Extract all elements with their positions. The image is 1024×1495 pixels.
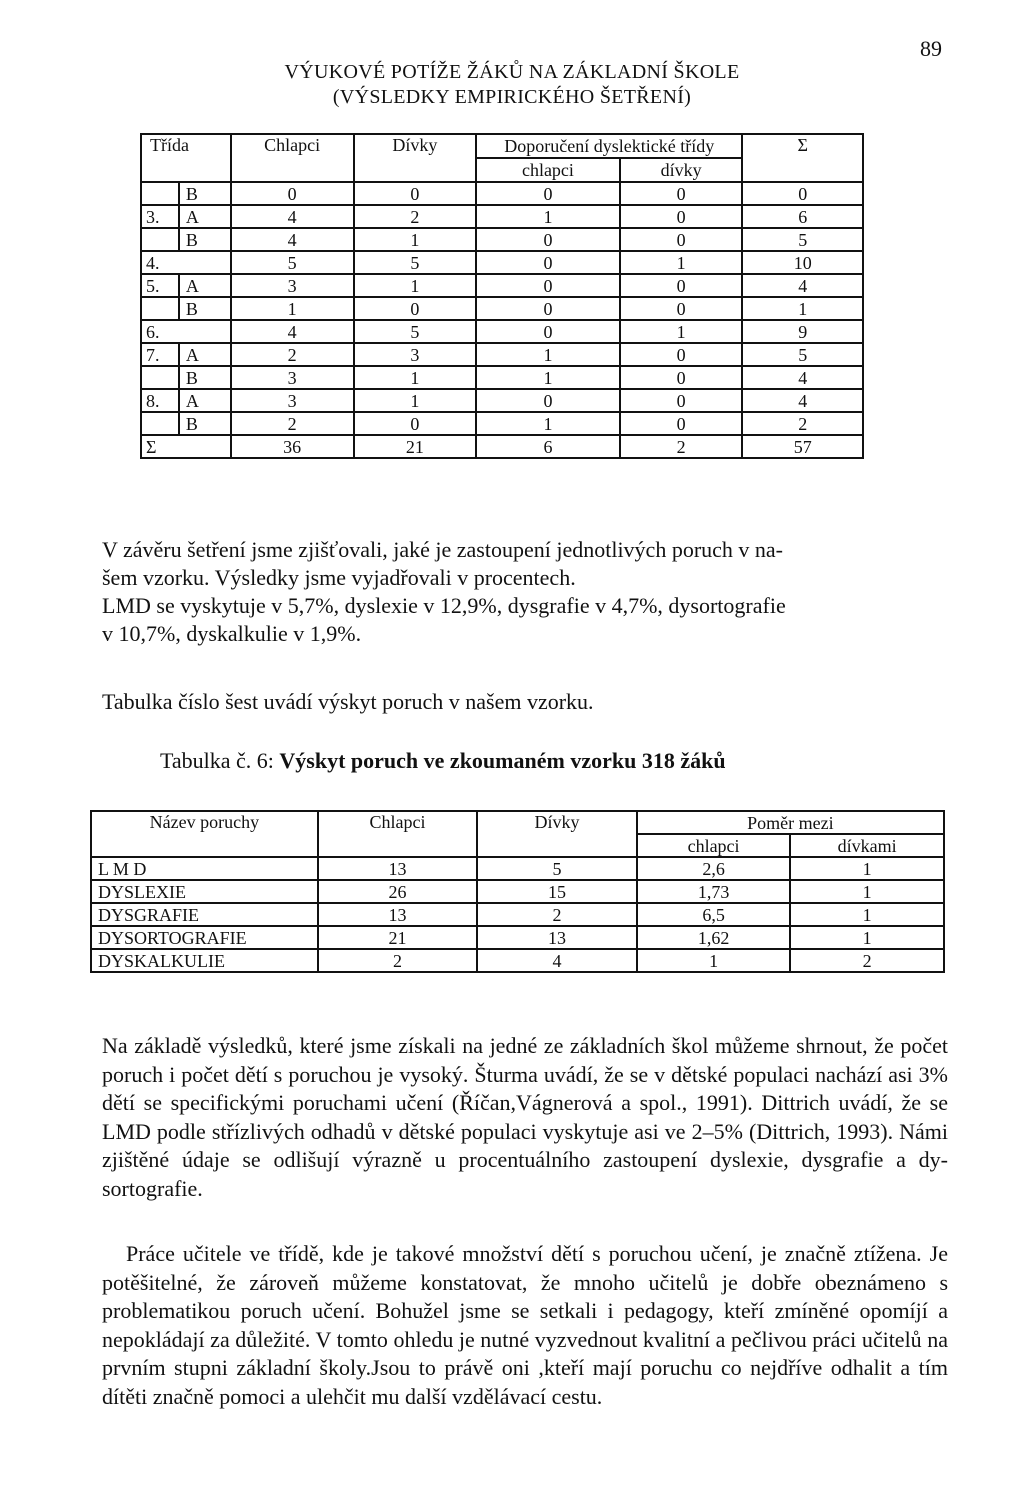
cell-divky: 1: [354, 228, 477, 251]
cell-dop-divky: 0: [620, 389, 743, 412]
cell-sum: 5: [742, 228, 863, 251]
cell-dop-chlapci: 1: [476, 366, 620, 389]
cell-dop-divky: 0: [620, 366, 743, 389]
running-header-line2: (VÝSLEDKY EMPIRICKÉHO ŠETŘENÍ): [332, 86, 692, 108]
cell-grade: 5.: [141, 274, 179, 297]
paragraph-intro: [102, 536, 948, 648]
cell-divky: 1: [354, 366, 477, 389]
cell-dop-chlapci: 0: [476, 228, 620, 251]
cell-chlapci: 4: [231, 205, 354, 228]
header-dop-divky: dívky: [620, 158, 743, 182]
header-pomer-chlapci: chlapci: [637, 834, 791, 857]
cell-dop-chlapci: 0: [476, 182, 620, 205]
table-row: [91, 903, 944, 926]
cell-sum: 2: [742, 412, 863, 435]
cell-dop-divky: 0: [620, 228, 743, 251]
cell-dop-chlapci: 1: [476, 343, 620, 366]
paragraph-intro-line: V závěru šetření jsme zjišťovali, jaké je zastoupení jednotlivých poruch v na-: [102, 537, 784, 562]
table-row: [141, 182, 863, 205]
cell-section: A: [179, 205, 231, 228]
header-chlapci: Chlapci: [231, 134, 354, 182]
cell-chlapci: 3: [231, 389, 354, 412]
header-pomer-divky: dívkami: [790, 834, 944, 857]
cell-chlapci: 4: [231, 320, 354, 343]
cell-dop-chlapci: 0: [476, 251, 620, 274]
cell-sum: 0: [742, 182, 863, 205]
header-divky: Dívky: [354, 134, 477, 182]
cell-chlapci: 13: [318, 903, 478, 926]
cell-section: A: [179, 274, 231, 297]
cell-grade: [141, 412, 179, 435]
header-doporuceni: Doporučení dyslektické třídy: [476, 134, 742, 158]
cell-chlapci: 4: [231, 228, 354, 251]
cell-sum: 10: [742, 251, 863, 274]
paragraph-intro-line: v 10,7%, dyskalkulie v 1,9%.: [102, 621, 362, 646]
cell-name: DYSORTOGRAFIE: [91, 926, 318, 949]
cell-pomer-divky: 2: [790, 949, 944, 972]
total-sum: 57: [742, 435, 863, 458]
cell-divky: 0: [354, 297, 477, 320]
cell-chlapci: 26: [318, 880, 478, 903]
cell-sum: 4: [742, 389, 863, 412]
table-row: [141, 274, 863, 297]
cell-pomer-chlapci: 2,6: [637, 857, 791, 880]
header-chlapci: Chlapci: [318, 811, 478, 857]
table-row: [141, 320, 863, 343]
cell-pomer-divky: 1: [790, 903, 944, 926]
paragraph-intro-line: LMD se vyskytuje v 5,7%, dyslexie v 12,9%, dysgrafie v 4,7%, dysortografie: [102, 593, 786, 618]
cell-sum: 6: [742, 205, 863, 228]
cell-dop-divky: 0: [620, 343, 743, 366]
cell-sum: 1: [742, 297, 863, 320]
total-chlapci: 36: [231, 435, 354, 458]
cell-chlapci: 2: [318, 949, 478, 972]
cell-grade: [141, 228, 179, 251]
header-sum: Σ: [742, 134, 863, 182]
cell-grade: 4.: [141, 251, 231, 274]
cell-section: B: [179, 366, 231, 389]
cell-dop-chlapci: 0: [476, 274, 620, 297]
cell-chlapci: 3: [231, 366, 354, 389]
cell-chlapci: 0: [231, 182, 354, 205]
cell-dop-chlapci: 0: [476, 320, 620, 343]
cell-chlapci: 13: [318, 857, 478, 880]
cell-chlapci: 3: [231, 274, 354, 297]
cell-grade: [141, 366, 179, 389]
paragraph-teachers-text: Práce učitele ve třídě, kde je takové množství dětí s poruchou učení, je značně ztížena. Je potěšitelné, že zároveň můžeme konstatovat, že mnoho učitelů je dobře obeznámeno s problematikou poruch učení. Bohužel jsme se setkali i pedagogy, kteří zmíněné opomíjí a nepokládají za důležité. V tomto ohledu je nutné vyzvednout kvalitní a pečlivou práci učitelů na prvním stupni základní školy.Jsou to právě oni ,kteří mají poruchu co nejdříve odhalit a tím dítěti značně pomoci a ulehčit mu další vzdělávací cestu.: [102, 1241, 948, 1409]
cell-divky: 13: [477, 926, 637, 949]
cell-name: L M D: [91, 857, 318, 880]
paragraph-conclusion: [102, 1032, 948, 1204]
cell-dop-chlapci: 1: [476, 205, 620, 228]
cell-divky: 1: [354, 274, 477, 297]
cell-pomer-divky: 1: [790, 857, 944, 880]
cell-pomer-divky: 1: [790, 926, 944, 949]
cell-pomer-divky: 1: [790, 880, 944, 903]
table-row: [141, 297, 863, 320]
header-divky: Dívky: [477, 811, 637, 857]
cell-name: DYSGRAFIE: [91, 903, 318, 926]
cell-dop-chlapci: 0: [476, 389, 620, 412]
paragraph-teachers: [102, 1240, 948, 1412]
cell-divky: 5: [354, 320, 477, 343]
cell-chlapci: 21: [318, 926, 478, 949]
table-row: [141, 343, 863, 366]
paragraph-table6-intro: Tabulka číslo šest uvádí výskyt poruch v našem vzorku.: [102, 689, 594, 714]
total-dop-chlapci: 6: [476, 435, 620, 458]
total-divky: 21: [354, 435, 477, 458]
cell-divky: 2: [477, 903, 637, 926]
cell-divky: 15: [477, 880, 637, 903]
cell-divky: 1: [354, 389, 477, 412]
header-dop-chlapci: chlapci: [476, 158, 620, 182]
cell-dop-divky: 1: [620, 251, 743, 274]
cell-divky: 0: [354, 182, 477, 205]
cell-dop-divky: 1: [620, 320, 743, 343]
paragraph-intro-line: šem vzorku. Výsledky jsme vyjadřovali v procentech.: [102, 565, 576, 590]
table-row: [91, 857, 944, 880]
cell-section: A: [179, 343, 231, 366]
cell-chlapci: 2: [231, 343, 354, 366]
cell-divky: 2: [354, 205, 477, 228]
cell-sum: 5: [742, 343, 863, 366]
cell-grade: 3.: [141, 205, 179, 228]
cell-pomer-chlapci: 6,5: [637, 903, 791, 926]
cell-dop-chlapci: 1: [476, 412, 620, 435]
cell-pomer-chlapci: 1,73: [637, 880, 791, 903]
cell-divky: 5: [354, 251, 477, 274]
caption-title: Výskyt poruch ve zkoumaném vzorku 318 žáků: [279, 748, 726, 773]
total-label: Σ: [141, 435, 231, 458]
header-nazev: Název poruchy: [91, 811, 318, 857]
table-row: [91, 949, 944, 972]
cell-grade: 7.: [141, 343, 179, 366]
paragraph-conclusion-text: Na základě výsledků, které jsme získali na jedné ze základních škol můžeme shrnout, že počet poruch i počet dětí s poruchou je vysoký. Šturma uvádí, že se v dětské populaci nachází asi 3% dětí se specifickými poruchami učení (Říčan,Vágnerová a spol., 1991). Dittrich uvádí, že se LMD podle střízlivých odhadů v dětské populaci vyskytuje asi ve 2–5% (Dittrich, 1993). Námi zjištěné údaje se odlišují výrazně u procentuálního zastoupení dyslexie, dysgrafie a dy-sortografie.: [102, 1033, 948, 1201]
cell-sum: 4: [742, 274, 863, 297]
table-row: [91, 880, 944, 903]
table-row: [91, 926, 944, 949]
cell-divky: 4: [477, 949, 637, 972]
cell-dop-divky: 0: [620, 297, 743, 320]
table-row: [141, 412, 863, 435]
cell-chlapci: 1: [231, 297, 354, 320]
total-dop-divky: 2: [620, 435, 743, 458]
cell-dop-chlapci: 0: [476, 297, 620, 320]
cell-chlapci: 5: [231, 251, 354, 274]
page-number: 89: [920, 36, 942, 61]
cell-grade: 8.: [141, 389, 179, 412]
cell-section: B: [179, 297, 231, 320]
running-header-line1: VÝUKOVÉ POTÍŽE ŽÁKŮ NA ZÁKLADNÍ ŠKOLE: [284, 61, 740, 83]
running-header: [0, 60, 1024, 110]
cell-sum: 9: [742, 320, 863, 343]
cell-grade: [141, 182, 179, 205]
cell-dop-divky: 0: [620, 205, 743, 228]
cell-chlapci: 2: [231, 412, 354, 435]
table-row: [141, 389, 863, 412]
cell-dop-divky: 0: [620, 412, 743, 435]
table6-caption: [160, 748, 726, 774]
cell-dop-divky: 0: [620, 274, 743, 297]
cell-pomer-chlapci: 1: [637, 949, 791, 972]
cell-name: DYSLEXIE: [91, 880, 318, 903]
class-summary-table: [140, 133, 864, 459]
cell-section: B: [179, 412, 231, 435]
cell-dop-divky: 0: [620, 182, 743, 205]
table-row: [141, 228, 863, 251]
cell-grade: [141, 297, 179, 320]
cell-divky: 0: [354, 412, 477, 435]
cell-divky: 5: [477, 857, 637, 880]
caption-prefix: Tabulka č. 6:: [160, 748, 280, 773]
cell-grade: 6.: [141, 320, 231, 343]
cell-divky: 3: [354, 343, 477, 366]
cell-sum: 4: [742, 366, 863, 389]
table-row: [141, 251, 863, 274]
header-trida: Třída: [141, 134, 231, 182]
header-pomer: Poměr mezi: [637, 811, 944, 834]
cell-name: DYSKALKULIE: [91, 949, 318, 972]
disorder-table: [90, 810, 945, 973]
table-row: [141, 205, 863, 228]
cell-pomer-chlapci: 1,62: [637, 926, 791, 949]
table-row: [141, 366, 863, 389]
cell-section: B: [179, 228, 231, 251]
cell-section: B: [179, 182, 231, 205]
cell-section: A: [179, 389, 231, 412]
